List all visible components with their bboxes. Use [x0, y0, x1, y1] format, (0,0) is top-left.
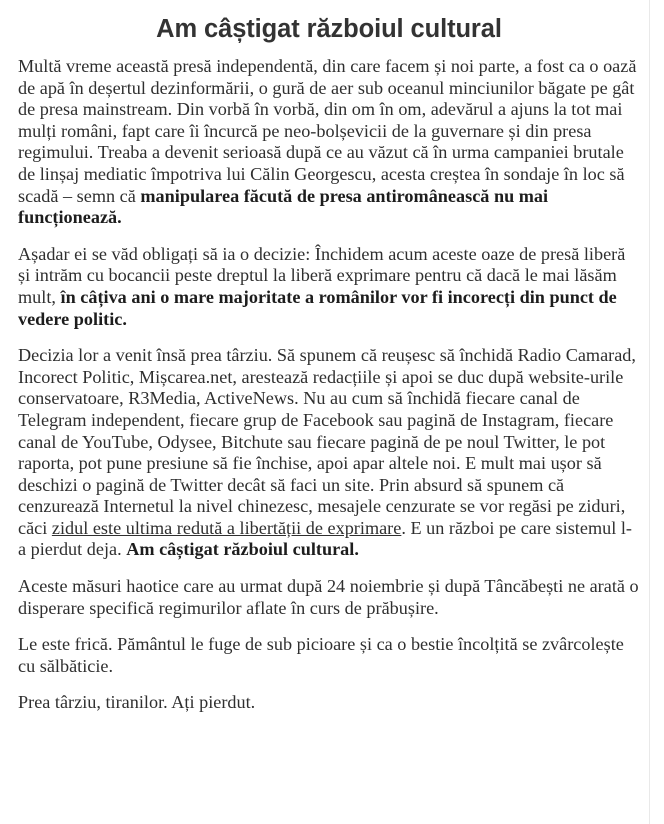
paragraph: [18, 576, 640, 619]
body-text: Prea târziu, tiranilor. Ați pierdut.: [18, 692, 256, 713]
body-text: Le este frică. Pământul le fuge de sub picioare și ca o bestie încolțită se zvârcolește cu sălbăticie.: [18, 634, 624, 676]
paragraph: [18, 692, 640, 714]
emphasis-text: în câțiva ani o mare majoritate a românilor vor fi incorecți din punct de vedere politic.: [18, 286, 617, 329]
paragraph: [18, 56, 640, 229]
inline-link[interactable]: zidul este ultima redută a libertății de exprimare: [51, 517, 402, 538]
emphasis-text: Am câștigat războiul cultural.: [126, 539, 359, 560]
paragraph: [18, 244, 640, 330]
body-text: Decizia lor a venit însă prea târziu. Să spunem că reușesc să închidă Radio Camarad, Incorect Politic, Mișcarea.net, arestează redacțiile și apoi se duc după website-urile conservatoare, R3Media, ActiveNews. Nu au cum să închidă fiecare canal de Telegram independent, fiecare grup de Facebook sau pagină de Instagram, fiecare canal de YouTube, Odysee, Bitchute sau fiecare pagină de pe noul Twitter, le pot raporta, pot pune presiune să fie închise, apoi apar altele noi. E mult mai ușor să deschizi o pagină de Twitter decât să faci un site. Prin absurd să spunem că cenzurează Internetul la nivel chinezesc, mesajele cenzurate se vor regăsi pe ziduri, căci: [18, 345, 636, 538]
body-text: Aceste măsuri haotice care au urmat după 24 noiembrie și după Tâncăbești ne arată o disperare specifică regimurilor aflate în curs de prăbușire.: [18, 576, 639, 618]
body-text: . E un război pe care sistemul l-a pierdut deja.: [18, 517, 632, 560]
body-text: Așadar ei se văd obligați să ia o decizie: Închidem acum aceste oaze de presă liberă și intrăm cu bocancii peste dreptul la liberă exprimare pentru că dacă le mai lăsăm mult,: [18, 243, 626, 307]
article-body: [18, 56, 640, 714]
page-title: Am câștigat războiul cultural: [156, 15, 502, 43]
emphasis-text: manipularea făcută de presa antiromânească nu mai funcționează.: [18, 185, 549, 228]
body-text: Multă vreme această presă independentă, din care facem și noi parte, a fost ca o oază de apă în deșertul dezinformării, o gură de aer sub oceanul minciunilor băgate pe gât de presa mainstream. Din vorbă în vorbă, din om în om, adevărul a ajuns la tot mai mulți români, fapt care îi încurcă pe neo-bolșevicii de la guvernare și din presa regimului. Treaba a devenit serioasă după ce au văzut că în urma campaniei brutale de linșaj mediatic împotriva lui Călin Georgescu, acesta creștea în sondaje în loc să scadă – semn că: [18, 56, 637, 206]
paragraph: [18, 634, 640, 677]
paragraph: [18, 345, 640, 561]
